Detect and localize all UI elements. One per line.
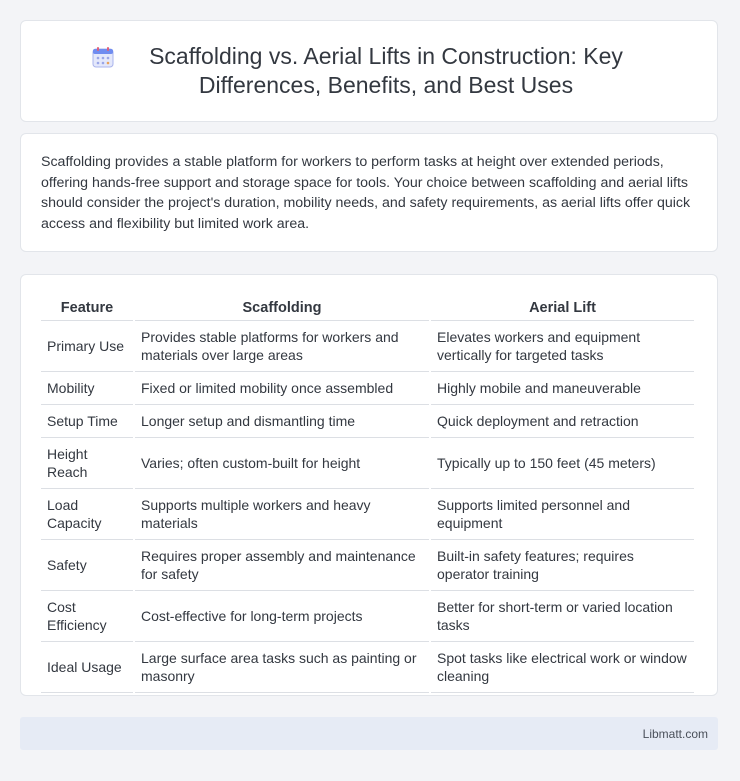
footer-bar (20, 717, 718, 750)
cell-feature: Height Reach (41, 438, 133, 489)
page-title: Scaffolding vs. Aerial Lifts in Construction: Key Differences, Benefits, and Best Uses (149, 43, 623, 98)
table-header-row (41, 297, 694, 321)
title-card (20, 20, 718, 122)
cell-feature: Setup Time (41, 405, 133, 438)
header-aerial-lift: Aerial Lift (431, 297, 694, 321)
table-row (41, 642, 694, 693)
cell-aerial: Quick deployment and retraction (431, 405, 694, 438)
cell-feature: Load Capacity (41, 489, 133, 540)
cell-scaffolding: Fixed or limited mobility once assembled (135, 372, 429, 405)
intro-paragraph: Scaffolding provides a stable platform for workers to perform tasks at height over extended periods, offering hands-free support and storage space for tools. Your choice between scaffolding and aerial lifts should consider the project's duration, mobility needs, and safety requirements, as aerial lifts offer quick access and flexibility but limited work area. (41, 154, 691, 232)
table-row (41, 489, 694, 540)
cell-scaffolding: Supports multiple workers and heavy materials (135, 489, 429, 540)
cell-scaffolding: Varies; often custom-built for height (135, 438, 429, 489)
cell-aerial: Spot tasks like electrical work or window cleaning (431, 642, 694, 693)
cell-aerial: Elevates workers and equipment vertically for targeted tasks (431, 321, 694, 372)
cell-feature: Primary Use (41, 321, 133, 372)
table-row (41, 438, 694, 489)
cell-scaffolding: Longer setup and dismantling time (135, 405, 429, 438)
title-wrap (92, 42, 646, 100)
cell-aerial: Built-in safety features; requires operator training (431, 540, 694, 591)
cell-aerial: Highly mobile and maneuverable (431, 372, 694, 405)
cell-scaffolding: Cost-effective for long-term projects (135, 591, 429, 642)
cell-feature: Ideal Usage (41, 642, 133, 693)
cell-feature: Mobility (41, 372, 133, 405)
intro-card (20, 133, 718, 252)
cell-scaffolding: Provides stable platforms for workers and materials over large areas (135, 321, 429, 372)
table-row (41, 372, 694, 405)
cell-scaffolding: Large surface area tasks such as painting or masonry (135, 642, 429, 693)
calendar-icon (92, 46, 114, 68)
header-scaffolding: Scaffolding (135, 297, 429, 321)
cell-scaffolding: Requires proper assembly and maintenance for safety (135, 540, 429, 591)
comparison-table (39, 297, 696, 693)
cell-aerial: Better for short-term or varied location tasks (431, 591, 694, 642)
table-row (41, 540, 694, 591)
cell-feature: Cost Efficiency (41, 591, 133, 642)
table-row (41, 321, 694, 372)
table-card (20, 274, 718, 696)
table-row (41, 405, 694, 438)
cell-aerial: Typically up to 150 feet (45 meters) (431, 438, 694, 489)
header-feature: Feature (41, 297, 133, 321)
cell-aerial: Supports limited personnel and equipment (431, 489, 694, 540)
cell-feature: Safety (41, 540, 133, 591)
table-row (41, 591, 694, 642)
footer-site-link[interactable]: Libmatt.com (642, 726, 708, 741)
